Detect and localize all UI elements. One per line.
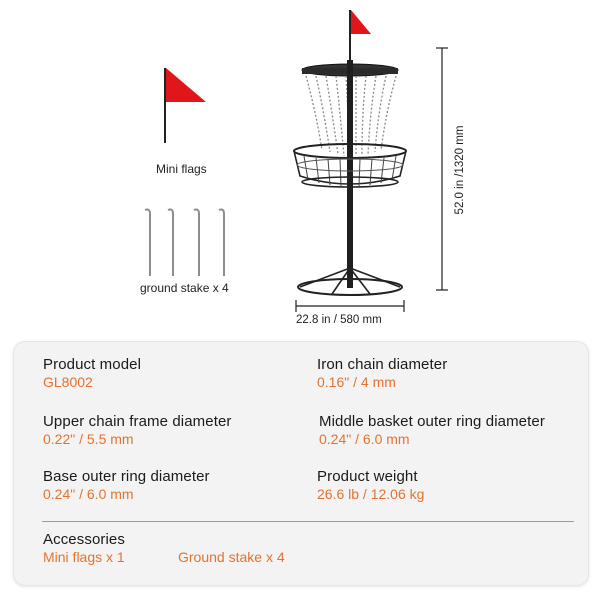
mini-flag-icon [165,68,206,143]
width-dimension-line [296,300,404,312]
spec-value-product-model: GL8002 [43,374,93,390]
ground-stakes-icon [145,210,224,277]
ground-stake-caption: ground stake x 4 [140,281,229,295]
specs-card [13,341,589,586]
width-dimension-label: 22.8 in / 580 mm [296,314,382,326]
spec-label-iron-chain-diameter: Iron chain diameter [317,356,448,373]
height-dimension-line [436,48,448,290]
spec-value-middle-basket-outer-ring-diameter: 0.24" / 6.0 mm [319,431,410,447]
spec-label-middle-basket-outer-ring-diameter: Middle basket outer ring diameter [319,413,545,430]
spec-value-iron-chain-diameter: 0.16" / 4 mm [317,374,396,390]
spec-value-base-outer-ring-diameter: 0.24" / 6.0 mm [43,486,134,502]
spec-label-upper-chain-frame-diameter: Upper chain frame diameter [43,413,232,430]
spec-value-upper-chain-frame-diameter: 0.22" / 5.5 mm [43,431,134,447]
disc-golf-basket-icon [294,10,406,295]
height-dimension-label: 52.0 in /1320 mm [454,125,466,215]
spec-label-base-outer-ring-diameter: Base outer ring diameter [43,468,210,485]
accessories-title: Accessories [43,531,125,548]
spec-label-product-weight: Product weight [317,468,418,485]
spec-label-product-model: Product model [43,356,142,373]
accessory-ground-stake: Ground stake x 4 [178,549,285,565]
mini-flags-caption: Mini flags [156,162,207,176]
accessory-mini-flags: Mini flags x 1 [43,549,125,565]
spec-value-product-weight: 26.6 lb / 12.06 kg [317,486,425,502]
section-divider [42,521,574,522]
